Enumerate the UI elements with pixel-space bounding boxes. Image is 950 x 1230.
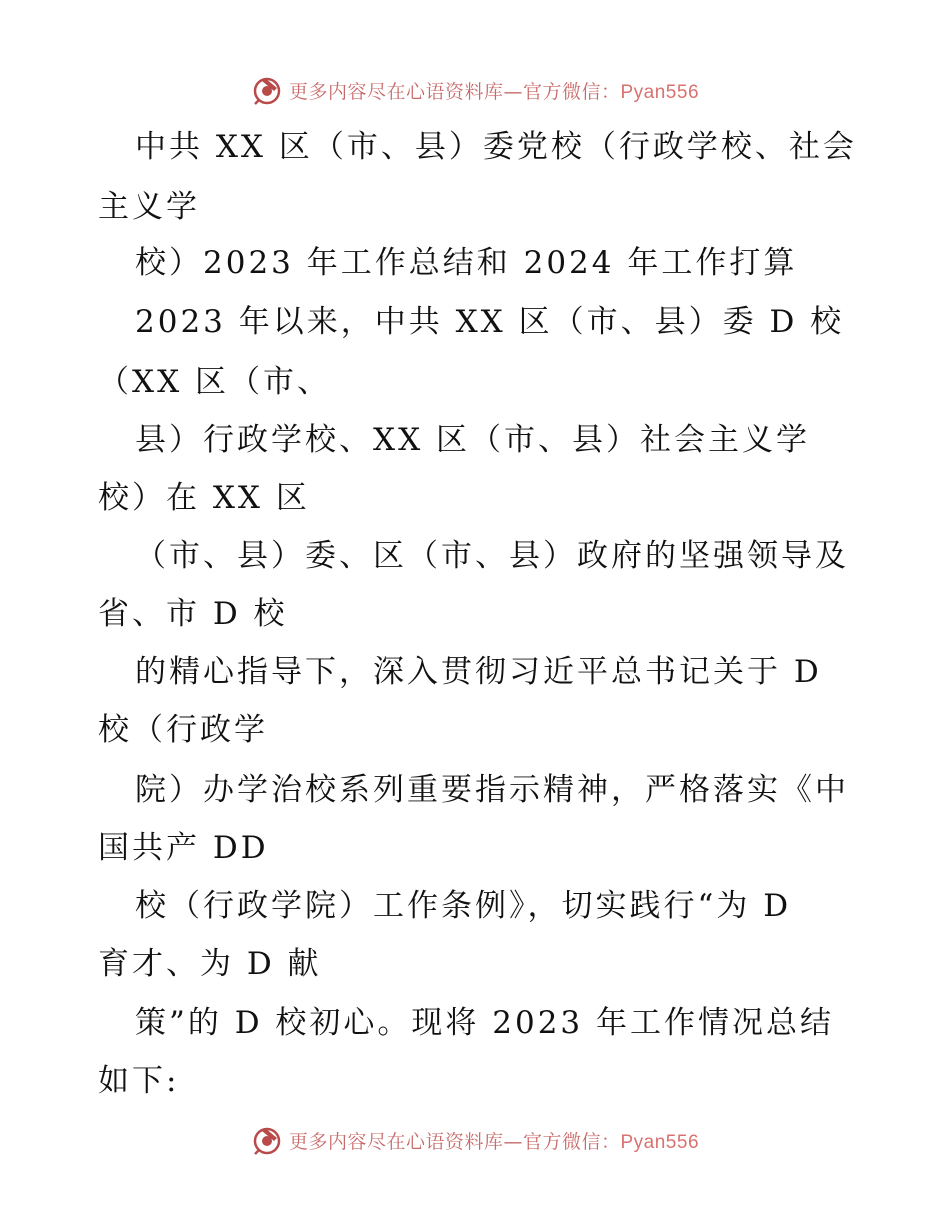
paragraph-line: 策”的 D 校初心。现将 2023 年工作情况总结	[135, 1005, 835, 1041]
paragraph-line: 校（行政学院）工作条例》，切实践行“为 D	[135, 888, 792, 924]
paragraph-line: 县）行政学校、XX 区（市、县）社会主义学	[135, 422, 810, 458]
watermark-text: 更多内容尽在心语资料库—官方微信：Pyan556	[288, 80, 700, 103]
paragraph-line: 校）2023 年工作总结和 2024 年工作打算	[135, 245, 798, 281]
paragraph-line: 省、市 D 校	[98, 596, 288, 632]
paragraph-line: 校）在 XX 区	[98, 480, 310, 516]
paragraph-line: 的精心指导下，深入贯彻习近平总书记关于 D	[135, 654, 822, 690]
paragraph-line: （市、县）委、区（市、县）政府的坚强领导及	[135, 538, 849, 574]
paragraph-line: 主义学	[98, 189, 200, 225]
paragraph-line: 国共产 DD	[98, 830, 269, 866]
paragraph-line: 2023 年以来，中共 XX 区（市、县）委 D 校	[135, 304, 845, 340]
wechat-id: Pyan556	[620, 81, 700, 103]
pen-logo-icon	[251, 74, 283, 106]
header-watermark-banner	[0, 70, 950, 110]
paragraph-line: （XX 区（市、	[98, 364, 331, 400]
paragraph-line: 校（行政学	[98, 712, 268, 748]
paragraph-line: 如下:	[98, 1063, 180, 1099]
paragraph-line: 育才、为 D 献	[98, 946, 322, 982]
paragraph-line: 中共 XX 区（市、县）委党校（行政学校、社会	[135, 129, 857, 165]
watermark-text: 更多内容尽在心语资料库—官方微信：Pyan556	[288, 1130, 700, 1153]
footer-watermark-banner	[0, 1120, 950, 1160]
pen-logo-icon	[251, 1124, 283, 1156]
wechat-id: Pyan556	[620, 1131, 700, 1153]
paragraph-line: 院）办学治校系列重要指示精神，严格落实《中	[135, 772, 849, 808]
